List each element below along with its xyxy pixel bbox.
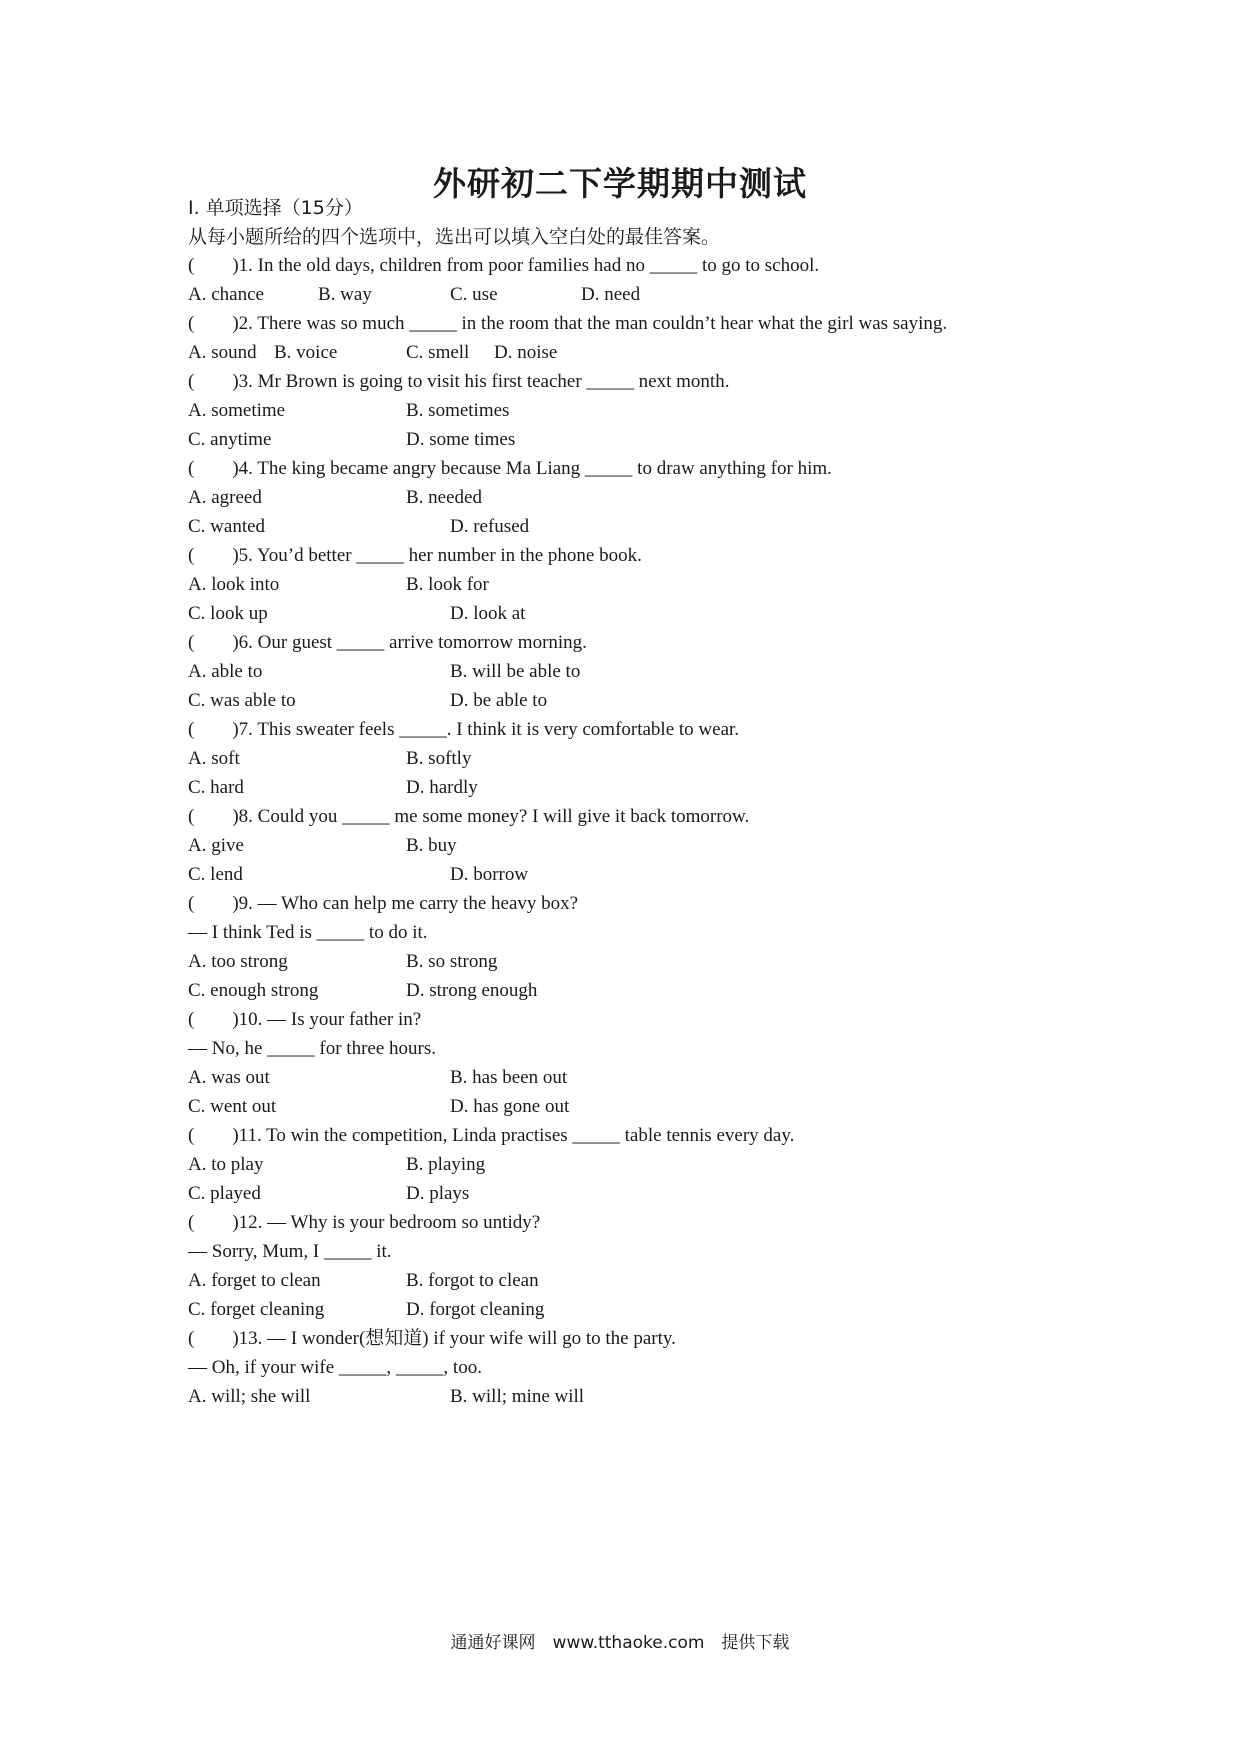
question-reply: — I think Ted is _____ to do it.: [188, 922, 428, 943]
option-row: [188, 773, 888, 803]
option-row: [188, 338, 888, 368]
option: B. sometimes: [406, 400, 510, 421]
option: D. plays: [406, 1183, 470, 1204]
page-footer: 通通好课网 www.tthaoke.com 提供下载: [450, 1633, 790, 1653]
option: B. needed: [406, 487, 482, 508]
option-row: [188, 483, 888, 513]
option-row: [188, 425, 888, 455]
option: D. look at: [450, 603, 526, 624]
option: A. agreed: [188, 487, 262, 508]
option: C. lend: [188, 864, 243, 885]
option: C. wanted: [188, 516, 266, 537]
option-row: [188, 280, 888, 310]
option: D. has gone out: [450, 1096, 570, 1117]
option-row: [188, 860, 888, 890]
question-stem: ( )6. Our guest _____ arrive tomorrow morning.: [188, 632, 587, 653]
option-row: [188, 1063, 888, 1093]
option-row: [188, 686, 888, 716]
option: A. forget to clean: [188, 1270, 321, 1291]
option-row: [188, 396, 888, 426]
option: B. will be able to: [450, 661, 581, 682]
question-reply: — No, he _____ for three hours.: [188, 1038, 437, 1059]
option: D. forgot cleaning: [406, 1299, 545, 1320]
option: C. hard: [188, 777, 244, 798]
question-reply: — Oh, if your wife _____, _____, too.: [188, 1357, 482, 1378]
option: B. so strong: [406, 951, 498, 972]
option: D. strong enough: [406, 980, 538, 1001]
section-heading: I. 单项选择（15分）: [188, 197, 363, 219]
question-reply: — Sorry, Mum, I _____ it.: [188, 1241, 392, 1262]
question-stem: ( )8. Could you _____ me some money? I will give it back tomorrow.: [188, 806, 750, 827]
question-stem: ( )10. — Is your father in?: [188, 1009, 422, 1030]
option: C. look up: [188, 603, 268, 624]
option-row: [188, 657, 888, 687]
question-stem: ( )2. There was so much _____ in the room that the man couldn’t hear what the girl was saying.: [188, 313, 948, 334]
option-row: [188, 1179, 888, 1209]
option: B. forgot to clean: [406, 1270, 539, 1291]
option-row: [188, 947, 888, 977]
option: B. voice: [274, 342, 338, 363]
option-row: [188, 976, 888, 1006]
option: C. enough strong: [188, 980, 319, 1001]
option: D. refused: [450, 516, 530, 537]
option-row: [188, 570, 888, 600]
question-stem: ( )3. Mr Brown is going to visit his first teacher _____ next month.: [188, 371, 730, 392]
option-row: [188, 744, 888, 774]
question-stem: ( )1. In the old days, children from poor families had no _____ to go to school.: [188, 255, 820, 276]
section-instruction: 从每小题所给的四个选项中，选出可以填入空白处的最佳答案。: [188, 226, 721, 248]
exam-title: 外研初二下学期期中测试: [433, 164, 807, 203]
option: D. need: [581, 284, 641, 305]
option: A. able to: [188, 661, 263, 682]
option: C. smell: [406, 342, 470, 363]
option: A. to play: [188, 1154, 264, 1175]
option: B. will; mine will: [450, 1386, 585, 1407]
option: A. sound: [188, 342, 257, 363]
option: A. will; she will: [188, 1386, 311, 1407]
option: D. borrow: [450, 864, 529, 885]
option-row: [188, 1150, 888, 1180]
option-row: [188, 1092, 888, 1122]
option: B. playing: [406, 1154, 486, 1175]
option: A. sometime: [188, 400, 286, 421]
option: C. forget cleaning: [188, 1299, 325, 1320]
question-stem: ( )9. — Who can help me carry the heavy box?: [188, 893, 579, 914]
option-row: [188, 831, 888, 861]
option: B. way: [318, 284, 372, 305]
option: A. look into: [188, 574, 280, 595]
option: A. soft: [188, 748, 240, 769]
question-stem: ( )4. The king became angry because Ma Liang _____ to draw anything for him.: [188, 458, 832, 479]
option-row: [188, 1266, 888, 1296]
option: D. hardly: [406, 777, 478, 798]
question-stem: ( )7. This sweater feels _____. I think it is very comfortable to wear.: [188, 719, 740, 740]
option: B. look for: [406, 574, 489, 595]
option-row: [188, 1295, 888, 1325]
option-row: [188, 1382, 888, 1412]
option: A. give: [188, 835, 244, 856]
option: B. has been out: [450, 1067, 568, 1088]
option: D. be able to: [450, 690, 548, 711]
question-stem: ( )12. — Why is your bedroom so untidy?: [188, 1212, 541, 1233]
option-row: [188, 599, 888, 629]
option: D. noise: [494, 342, 558, 363]
option: D. some times: [406, 429, 516, 450]
option: B. buy: [406, 835, 457, 856]
option: C. went out: [188, 1096, 277, 1117]
option: C. was able to: [188, 690, 296, 711]
option-row: [188, 512, 888, 542]
question-stem: ( )11. To win the competition, Linda practises _____ table tennis every day.: [188, 1125, 795, 1146]
option: C. use: [450, 284, 498, 305]
option: A. too strong: [188, 951, 288, 972]
question-stem: ( )13. — I wonder(想知道) if your wife will go to the party.: [188, 1328, 676, 1349]
option: B. softly: [406, 748, 472, 769]
option: A. was out: [188, 1067, 270, 1088]
question-stem: ( )5. You’d better _____ her number in the phone book.: [188, 545, 642, 566]
option: A. chance: [188, 284, 264, 305]
option: C. anytime: [188, 429, 272, 450]
option: C. played: [188, 1183, 261, 1204]
